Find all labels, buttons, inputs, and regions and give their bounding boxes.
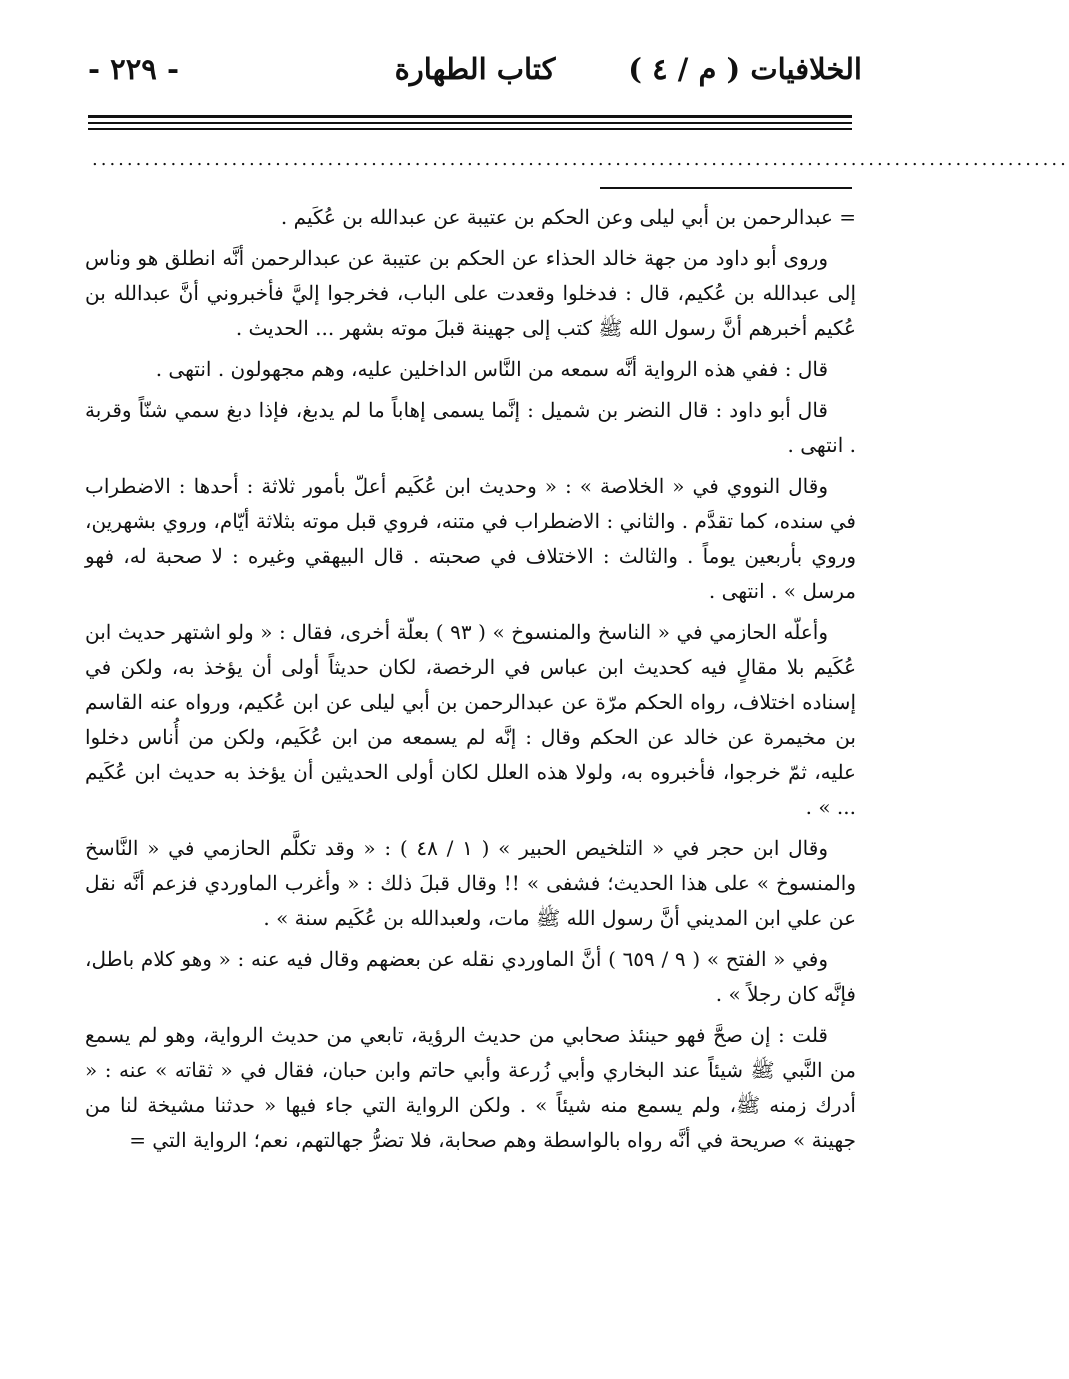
paragraph: = عبدالرحمن بن أبي ليلى وعن الحكم بن عتيبة عن عبدالله بن عُكَيم . [280, 205, 856, 229]
running-header [88, 44, 862, 94]
footnote-rule [600, 187, 852, 189]
paragraph: وقال ابن حجر في « التلخيص الحبير » ( ١ / ٤٨ ) : « وقد تكلَّم الحازمي في « النَّاسخ والمنسوخ » على هذا الحديث؛ فشفى » !! وقال قبلَ ذلك : « وأغرب الماوردي فزعم أنَّه نقل عن علي ابن المديني أنَّ رسول الله ﷺ مات، ولعبدالله بن عُكَيم سنة » . [85, 836, 856, 930]
footnote-body [85, 200, 856, 1164]
paragraph: قلت : إن صحَّ فهو حينئذ صحابي من حديث الرؤية، تابعي من حديث الرواية، وهو لم يسمع من النَّبي ﷺ شيئاً عند البخاري وأبي زُرعة وأبي حاتم وابن حبان، فقال في « ثقاته » عنه : « أدرك زمنه ﷺ، ولم يسمع منه شيئاً » . ولكن الرواية التي جاء فيها « حدثنا مشيخة لنا من جهينة » صريحة في أنَّه رواه بالواسطة وهم صحابة، فلا تضرُّ جهالتهم، نعم؛ الرواية التي = [85, 1023, 856, 1152]
paragraph: وقال النووي في « الخلاصة » : « وحديث ابن عُكَيم أعلّ بأمور ثلاثة : أحدها : الاضطراب في سنده، كما تقدَّم . والثاني : الاضطراب في متنه، فروي قبل موته بثلاثة أيّام، وروي بشهرين، وروي بأربعين يوماً . والثالث : الاختلاف في صحبته . قال البيهقي وغيره : لا صحبة له، فهو مرسل » . انتهى . [85, 474, 856, 603]
paragraph: وأعلّه الحازمي في « الناسخ والمنسوخ » ( ٩٣ ) بعلّة أخرى، فقال : « ولو اشتهر حديث ابن عُكَيم بلا مقالٍ فيه كحديث ابن عباس في الرخصة، لكان حديثاً أولى أن يؤخذ به، ولكن في إسناده اختلاف، رواه الحكم مرّة عن عبدالرحمن بن أبي ليلى عن ابن عُكيم، ورواه عنه القاسم بن مخيمرة عن خالد عن الحكم وقال : إنَّه لم يسمعه من ابن عُكَيم، ولكن من أُناس دخلوا عليه، ثمّ خرجوا، فأخبروه به، ولولا هذه العلل لكان أولى الحديثين أن يؤخذ به حديث ابن عُكَيم ... » . [85, 620, 856, 819]
chapter-title: كتاب الطهارة [394, 52, 556, 86]
paragraph: قال : ففي هذه الرواية أنَّه سمعه من النَّاس الداخلين عليه، وهم مجهولون . انتهى . [155, 357, 828, 381]
dotted-separator: ................................................................................................................ [92, 149, 1069, 170]
paragraph: وفي « الفتح » ( ٩ / ٦٥٩ ) أنَّ الماوردي نقله عن بعضهم وقال فيه عنه : « وهو كلام باطل، فإنَّه كان رجلاً » . [85, 947, 856, 1006]
header-rule-middle [88, 122, 852, 124]
paragraph: قال أبو داود : قال النضر بن شميل : إنَّما يسمى إهاباً ما لم يدبغ، فإذا دبغ سمي شنّاً وقربة . انتهى . [85, 398, 856, 457]
book-title: الخلافيات ( م / ٤ ) [628, 52, 862, 86]
header-rule-thick [88, 115, 852, 118]
header-rule-thin [88, 128, 852, 130]
paragraph: وروى أبو داود من جهة خالد الحذاء عن الحكم بن عتيبة عن عبدالرحمن أنَّه انطلق هو وناس إلى عبدالله بن عُكيم، قال : فدخلوا وقعدت على الباب، فخرجوا إليَّ فأخبروني أنَّ عبدالله بن عُكيم أخبرهم أنَّ رسول الله ﷺ كتب إلى جهينة قبلَ موته بشهر ... الحديث . [85, 246, 856, 340]
page-number: - ٢٢٩ - [88, 52, 180, 86]
